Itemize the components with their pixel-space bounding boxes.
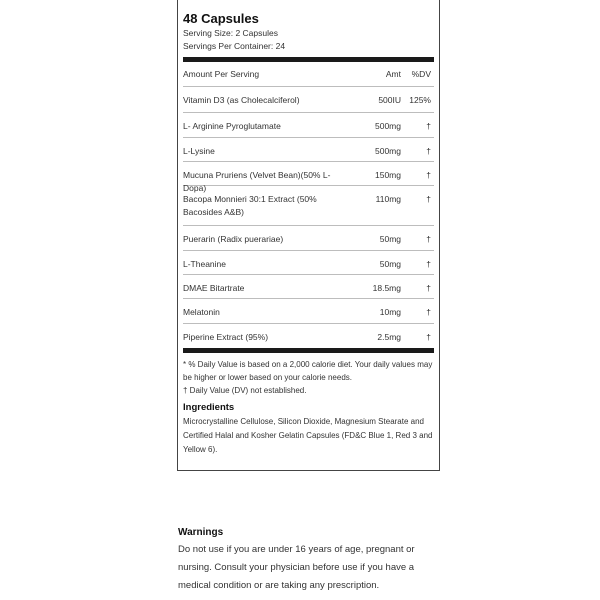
warnings-heading: Warnings bbox=[178, 527, 224, 538]
row-dv: † bbox=[426, 259, 431, 269]
row-amt: 18.5mg bbox=[372, 283, 401, 293]
table-row bbox=[183, 299, 434, 324]
row-name: Vitamin D3 (as Cholecalciferol) bbox=[183, 95, 300, 105]
row-name: L-Lysine bbox=[183, 146, 215, 156]
table-row bbox=[183, 87, 434, 113]
footnote-dagger: † Daily Value (DV) not established. bbox=[183, 386, 307, 395]
row-amt: 10mg bbox=[379, 307, 401, 317]
row-dv: † bbox=[426, 283, 431, 293]
header-amt: Amt bbox=[385, 69, 401, 79]
row-dv: † bbox=[426, 121, 431, 131]
row-dv: 125% bbox=[409, 95, 431, 105]
row-amt: 2.5mg bbox=[377, 332, 401, 342]
table-row bbox=[183, 138, 434, 162]
header-dv: %DV bbox=[411, 69, 431, 79]
table-row bbox=[183, 162, 434, 193]
row-dv: † bbox=[426, 332, 431, 342]
row-amt: 110mg bbox=[375, 194, 401, 204]
table-row bbox=[183, 226, 434, 251]
warnings-section bbox=[178, 525, 423, 595]
row-amt: 150mg bbox=[375, 170, 401, 180]
row-name: Mucuna Pruriens (Velvet Bean)(50% L-Dopa) bbox=[183, 170, 331, 193]
table-row bbox=[183, 324, 434, 346]
row-amt: 50mg bbox=[379, 259, 401, 269]
table-row bbox=[183, 275, 434, 299]
row-name: Bacopa Monnieri 30:1 Extract (50% Bacosides A&B) bbox=[183, 194, 317, 217]
panel-title: 48 Capsules bbox=[183, 11, 259, 26]
header-amount-per-serving: Amount Per Serving bbox=[183, 69, 260, 79]
thick-divider-bottom bbox=[183, 348, 434, 353]
row-dv: † bbox=[426, 307, 431, 317]
table-row bbox=[183, 113, 434, 138]
row-amt: 500IU bbox=[378, 95, 401, 105]
row-dv: † bbox=[426, 170, 431, 180]
row-amt: 500mg bbox=[375, 121, 401, 131]
servings-per-container: Servings Per Container: 24 bbox=[183, 41, 286, 51]
row-name: DMAE Bitartrate bbox=[183, 283, 245, 293]
row-amt: 50mg bbox=[379, 234, 401, 244]
table-header bbox=[183, 62, 434, 87]
warnings-text: Do not use if you are under 16 years of age, pregnant or nursing. Consult your physician before use if you have a medical condition or are taking any prescription. bbox=[178, 544, 415, 591]
ingredients-text: Microcrystalline Cellulose, Silicon Dioxide, Magnesium Stearate and Certified Halal and Kosher Gelatin Capsules (FD&C Blue 1, Red 3 and Yellow 6). bbox=[183, 417, 433, 454]
row-name: L- Arginine Pyroglutamate bbox=[183, 121, 281, 131]
footnote-daily-value: * % Daily Value is based on a 2,000 calorie diet. Your daily values may be higher or lower based on your calorie needs. bbox=[183, 360, 433, 382]
row-name: Melatonin bbox=[183, 307, 220, 317]
row-dv: † bbox=[426, 194, 431, 204]
serving-size: Serving Size: 2 Capsules bbox=[183, 28, 278, 38]
supplement-facts-panel bbox=[177, 0, 440, 471]
row-dv: † bbox=[426, 234, 431, 244]
table-row bbox=[183, 251, 434, 275]
row-name: Puerarin (Radix puerariae) bbox=[183, 234, 284, 244]
row-amt: 500mg bbox=[375, 146, 401, 156]
row-name: L-Theanine bbox=[183, 259, 227, 269]
ingredients-heading: Ingredients bbox=[183, 402, 235, 413]
row-dv: † bbox=[426, 146, 431, 156]
row-name: Piperine Extract (95%) bbox=[183, 332, 269, 342]
